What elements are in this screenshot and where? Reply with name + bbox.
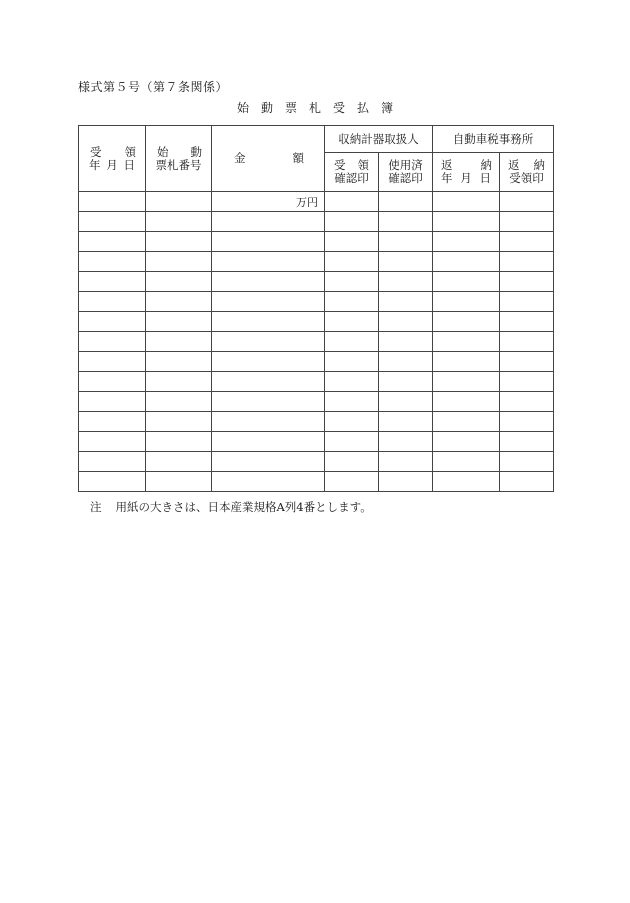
cell-return-date[interactable] — [433, 392, 500, 412]
cell-collector-receipt[interactable] — [325, 212, 379, 232]
cell-return-receipt[interactable] — [500, 472, 554, 492]
cell-receipt-date[interactable] — [79, 192, 146, 212]
cell-collector-receipt[interactable] — [325, 372, 379, 392]
table-row — [79, 372, 554, 392]
cell-collector-usage[interactable] — [379, 192, 433, 212]
cell-receipt-date[interactable] — [79, 212, 146, 232]
cell-collector-receipt[interactable] — [325, 272, 379, 292]
cell-amount[interactable] — [212, 312, 325, 332]
title-char: 始 — [236, 101, 249, 115]
cell-return-date[interactable] — [433, 432, 500, 452]
cell-ticket-number[interactable] — [146, 192, 212, 212]
cell-collector-usage[interactable] — [379, 212, 433, 232]
cell-return-receipt[interactable] — [500, 412, 554, 432]
cell-return-date[interactable] — [433, 352, 500, 372]
cell-collector-receipt[interactable] — [325, 432, 379, 452]
cell-collector-receipt[interactable] — [325, 352, 379, 372]
title-char: 票 — [284, 101, 297, 115]
header-receipt-date: 受 領 年 月 日 — [79, 126, 146, 192]
cell-ticket-number[interactable] — [146, 392, 212, 412]
cell-ticket-number[interactable] — [146, 332, 212, 352]
cell-collector-usage[interactable] — [379, 352, 433, 372]
table-row — [79, 192, 554, 212]
cell-ticket-number[interactable] — [146, 472, 212, 492]
cell-return-receipt[interactable] — [500, 292, 554, 312]
cell-collector-usage[interactable] — [379, 312, 433, 332]
cell-collector-receipt[interactable] — [325, 232, 379, 252]
cell-ticket-number[interactable] — [146, 292, 212, 312]
header-return-date: 返 納 年 月 日 — [433, 153, 500, 192]
cell-receipt-date[interactable] — [79, 252, 146, 272]
cell-amount[interactable] — [212, 412, 325, 432]
cell-collector-usage[interactable] — [379, 272, 433, 292]
cell-return-receipt[interactable] — [500, 452, 554, 472]
cell-return-receipt[interactable] — [500, 312, 554, 332]
footnote — [90, 499, 372, 515]
cell-collector-receipt[interactable] — [325, 292, 379, 312]
table-row — [79, 352, 554, 372]
cell-receipt-date[interactable] — [79, 432, 146, 452]
cell-receipt-date[interactable] — [79, 452, 146, 472]
cell-return-receipt[interactable] — [500, 352, 554, 372]
amount-unit: 万円 — [296, 195, 318, 209]
cell-collector-receipt[interactable] — [325, 312, 379, 332]
table-row — [79, 432, 554, 452]
cell-collector-usage[interactable] — [379, 472, 433, 492]
table-row — [79, 452, 554, 472]
cell-collector-usage[interactable] — [379, 452, 433, 472]
header-collector-usage: 使用済 確認印 — [379, 153, 433, 192]
cell-return-date[interactable] — [433, 372, 500, 392]
cell-collector-usage[interactable] — [379, 372, 433, 392]
title-char: 簿 — [381, 101, 394, 115]
cell-collector-receipt[interactable] — [325, 332, 379, 352]
cell-amount[interactable] — [212, 292, 325, 312]
cell-ticket-number[interactable] — [146, 252, 212, 272]
cell-amount[interactable] — [212, 252, 325, 272]
table-row — [79, 312, 554, 332]
table-row — [79, 412, 554, 432]
title-char: 動 — [260, 101, 273, 115]
table-row — [79, 392, 554, 412]
cell-ticket-number[interactable] — [146, 452, 212, 472]
note-label: 注 — [90, 500, 102, 514]
form-number: 様式第５号（第７条関係） — [78, 80, 229, 94]
cell-amount[interactable] — [212, 432, 325, 452]
cell-return-date[interactable] — [433, 472, 500, 492]
cell-amount[interactable] — [212, 392, 325, 412]
cell-ticket-number[interactable] — [146, 412, 212, 432]
header-collector-receipt: 受 領 確認印 — [325, 153, 379, 192]
cell-return-receipt[interactable] — [500, 272, 554, 292]
cell-ticket-number[interactable] — [146, 232, 212, 252]
cell-receipt-date[interactable] — [79, 332, 146, 352]
cell-amount[interactable] — [212, 332, 325, 352]
cell-receipt-date[interactable] — [79, 352, 146, 372]
ledger-table — [78, 125, 554, 492]
table-row — [79, 212, 554, 232]
cell-return-date[interactable] — [433, 212, 500, 232]
cell-return-date[interactable] — [433, 332, 500, 352]
cell-return-receipt[interactable] — [500, 392, 554, 412]
table-row — [79, 292, 554, 312]
table-row — [79, 252, 554, 272]
cell-return-receipt[interactable] — [500, 252, 554, 272]
cell-collector-usage[interactable] — [379, 232, 433, 252]
header-row — [79, 126, 554, 153]
cell-amount[interactable] — [212, 232, 325, 252]
cell-receipt-date[interactable] — [79, 292, 146, 312]
cell-return-receipt[interactable] — [500, 232, 554, 252]
header-amount: 金 額 — [212, 126, 325, 192]
cell-receipt-date[interactable] — [79, 472, 146, 492]
table-row — [79, 232, 554, 252]
cell-return-receipt[interactable] — [500, 432, 554, 452]
cell-collector-usage[interactable] — [379, 432, 433, 452]
cell-return-date[interactable] — [433, 252, 500, 272]
cell-receipt-date[interactable] — [79, 312, 146, 332]
cell-amount[interactable] — [212, 192, 325, 212]
cell-ticket-number[interactable] — [146, 312, 212, 332]
cell-collector-receipt[interactable] — [325, 412, 379, 432]
cell-ticket-number[interactable] — [146, 432, 212, 452]
cell-amount[interactable] — [212, 452, 325, 472]
cell-return-receipt[interactable] — [500, 212, 554, 232]
cell-amount[interactable] — [212, 272, 325, 292]
cell-ticket-number[interactable] — [146, 352, 212, 372]
cell-return-date[interactable] — [433, 192, 500, 212]
cell-amount[interactable] — [212, 212, 325, 232]
document-title — [78, 99, 552, 116]
table-row — [79, 472, 554, 492]
cell-collector-usage[interactable] — [379, 412, 433, 432]
table-row — [79, 272, 554, 292]
cell-return-date[interactable] — [433, 412, 500, 432]
cell-amount[interactable] — [212, 352, 325, 372]
cell-ticket-number[interactable] — [146, 372, 212, 392]
note-text: 用紙の大きさは、日本産業規格A列4番とします。 — [115, 500, 372, 514]
cell-ticket-number[interactable] — [146, 272, 212, 292]
cell-return-date[interactable] — [433, 292, 500, 312]
cell-return-date[interactable] — [433, 272, 500, 292]
cell-amount[interactable] — [212, 372, 325, 392]
cell-receipt-date[interactable] — [79, 392, 146, 412]
cell-collector-receipt[interactable] — [325, 472, 379, 492]
cell-receipt-date[interactable] — [79, 372, 146, 392]
header-ticket-number: 始 動 票札番号 — [146, 126, 212, 192]
cell-collector-receipt[interactable] — [325, 452, 379, 472]
cell-return-receipt[interactable] — [500, 192, 554, 212]
cell-return-date[interactable] — [433, 312, 500, 332]
cell-return-date[interactable] — [433, 452, 500, 472]
header-return-receipt: 返 納 受領印 — [500, 153, 554, 192]
cell-collector-receipt[interactable] — [325, 392, 379, 412]
cell-return-receipt[interactable] — [500, 372, 554, 392]
cell-collector-usage[interactable] — [379, 332, 433, 352]
table-row — [79, 332, 554, 352]
cell-collector-receipt[interactable] — [325, 252, 379, 272]
cell-collector-usage[interactable] — [379, 292, 433, 312]
cell-return-receipt[interactable] — [500, 332, 554, 352]
title-char: 札 — [308, 101, 321, 115]
title-char: 払 — [357, 101, 370, 115]
cell-return-date[interactable] — [433, 232, 500, 252]
cell-receipt-date[interactable] — [79, 412, 146, 432]
title-char: 受 — [333, 101, 346, 115]
cell-receipt-date[interactable] — [79, 232, 146, 252]
cell-collector-receipt[interactable] — [325, 192, 379, 212]
cell-receipt-date[interactable] — [79, 272, 146, 292]
header-tax-office: 自動車税事務所 — [433, 126, 554, 153]
header-collector: 収納計器取扱人 — [325, 126, 433, 153]
cell-ticket-number[interactable] — [146, 212, 212, 232]
cell-collector-usage[interactable] — [379, 392, 433, 412]
cell-collector-usage[interactable] — [379, 252, 433, 272]
cell-amount[interactable] — [212, 472, 325, 492]
